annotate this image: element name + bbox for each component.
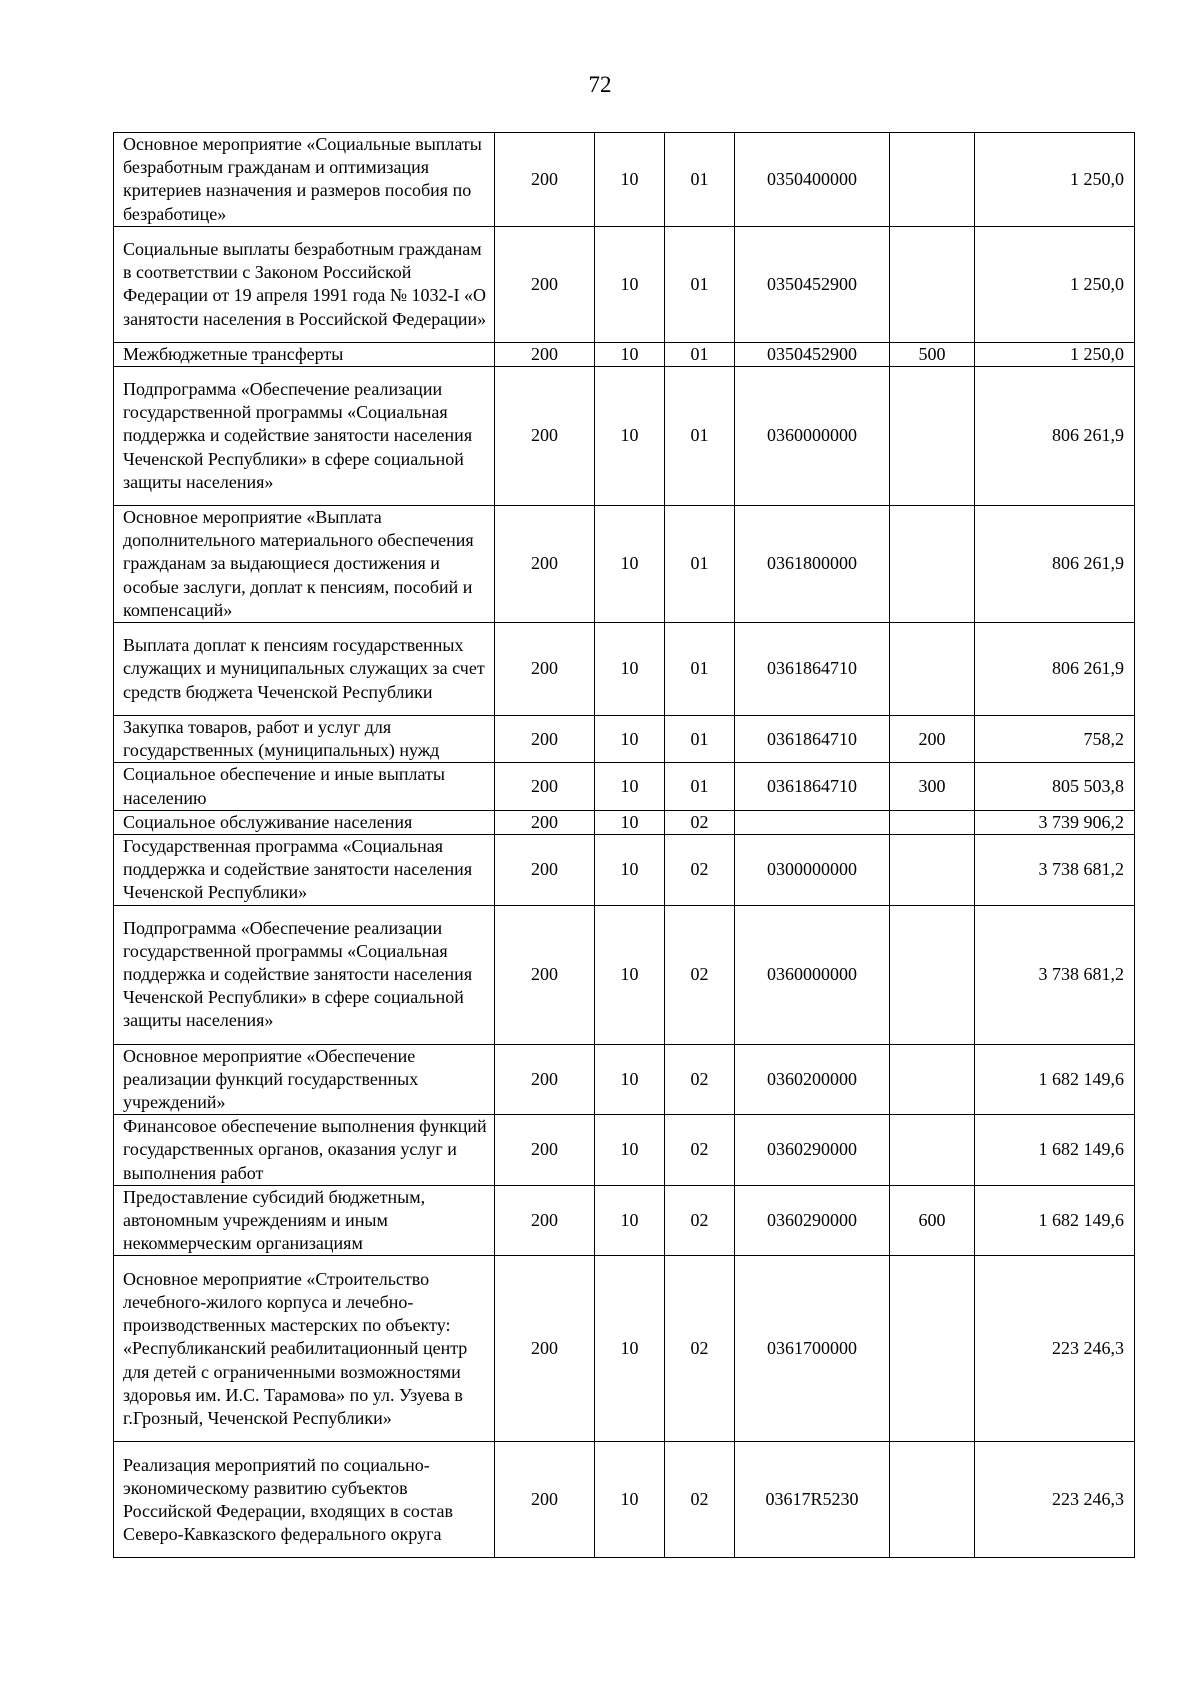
subsection-code-cell: 02 xyxy=(665,1115,735,1186)
target-article-cell: 0360200000 xyxy=(735,1044,890,1115)
ministry-code-cell: 200 xyxy=(495,810,595,834)
amount-cell: 3 738 681,2 xyxy=(975,835,1135,906)
subsection-code-cell: 01 xyxy=(665,763,735,810)
ministry-code-cell: 200 xyxy=(495,367,595,506)
amount-cell: 1 682 149,6 xyxy=(975,1115,1135,1186)
target-article-cell: 0360000000 xyxy=(735,367,890,506)
section-code-cell: 10 xyxy=(595,905,665,1044)
target-article-cell: 0361864710 xyxy=(735,623,890,716)
expense-type-cell xyxy=(890,1115,975,1186)
amount-cell: 223 246,3 xyxy=(975,1442,1135,1558)
table-row xyxy=(114,905,1135,1044)
row-name-cell: Межбюджетные трансферты xyxy=(114,342,495,366)
table-row xyxy=(114,623,1135,716)
row-name-cell: Основное мероприятие «Обеспечение реализации функций государственных учреждений» xyxy=(114,1044,495,1115)
target-article-cell: 0360290000 xyxy=(735,1185,890,1256)
table-row xyxy=(114,763,1135,810)
ministry-code-cell: 200 xyxy=(495,1442,595,1558)
expense-type-cell xyxy=(890,623,975,716)
page-number: 72 xyxy=(588,72,612,97)
amount-cell: 1 250,0 xyxy=(975,226,1135,342)
table-row xyxy=(114,1442,1135,1558)
subsection-code-cell: 02 xyxy=(665,1442,735,1558)
expense-type-cell xyxy=(890,367,975,506)
ministry-code-cell: 200 xyxy=(495,226,595,342)
expense-type-cell xyxy=(890,506,975,623)
row-name-cell: Основное мероприятие «Строительство лечебного-жилого корпуса и лечебно-производственных мастерских по объекту: «Республиканский реабилитационный центр для детей с ограниченными возможностями здоровья им. И.С. Тарамова» по ул. Узуева в г.Грозный, Чеченской Республики» xyxy=(114,1256,495,1442)
amount-cell: 806 261,9 xyxy=(975,367,1135,506)
subsection-code-cell: 01 xyxy=(665,226,735,342)
expense-type-cell: 500 xyxy=(890,342,975,366)
row-name-cell: Реализация мероприятий по социально-экономическому развитию субъектов Российской Федерации, входящих в состав Северо-Кавказского федерального округа xyxy=(114,1442,495,1558)
amount-cell: 3 739 906,2 xyxy=(975,810,1135,834)
expense-type-cell xyxy=(890,133,975,227)
budget-table xyxy=(113,132,1135,1558)
row-name-cell: Закупка товаров, работ и услуг для государственных (муниципальных) нужд xyxy=(114,716,495,763)
subsection-code-cell: 01 xyxy=(665,342,735,366)
amount-cell: 806 261,9 xyxy=(975,506,1135,623)
section-code-cell: 10 xyxy=(595,810,665,834)
section-code-cell: 10 xyxy=(595,226,665,342)
table-row xyxy=(114,133,1135,227)
expense-type-cell xyxy=(890,1256,975,1442)
row-name-cell: Социальное обслуживание населения xyxy=(114,810,495,834)
table-row xyxy=(114,716,1135,763)
section-code-cell: 10 xyxy=(595,1185,665,1256)
expense-type-cell: 200 xyxy=(890,716,975,763)
section-code-cell: 10 xyxy=(595,1115,665,1186)
section-code-cell: 10 xyxy=(595,342,665,366)
row-name-cell: Основное мероприятие «Социальные выплаты безработным гражданам и оптимизация критериев назначения и размеров пособия по безработице» xyxy=(114,133,495,227)
table-row xyxy=(114,835,1135,906)
section-code-cell: 10 xyxy=(595,835,665,906)
row-name-cell: Подпрограмма «Обеспечение реализации государственной программы «Социальная поддержка и содействие занятости населения Чеченской Республики» в сфере социальной защиты населения» xyxy=(114,905,495,1044)
target-article-cell xyxy=(735,810,890,834)
amount-cell: 805 503,8 xyxy=(975,763,1135,810)
ministry-code-cell: 200 xyxy=(495,1185,595,1256)
subsection-code-cell: 01 xyxy=(665,367,735,506)
ministry-code-cell: 200 xyxy=(495,1115,595,1186)
ministry-code-cell: 200 xyxy=(495,835,595,906)
section-code-cell: 10 xyxy=(595,623,665,716)
subsection-code-cell: 02 xyxy=(665,1185,735,1256)
ministry-code-cell: 200 xyxy=(495,506,595,623)
row-name-cell: Подпрограмма «Обеспечение реализации государственной программы «Социальная поддержка и содействие занятости населения Чеченской Республики» в сфере социальной защиты населения» xyxy=(114,367,495,506)
table-row xyxy=(114,810,1135,834)
section-code-cell: 10 xyxy=(595,1044,665,1115)
ministry-code-cell: 200 xyxy=(495,1044,595,1115)
expense-type-cell xyxy=(890,835,975,906)
row-name-cell: Основное мероприятие «Выплата дополнительного материального обеспечения гражданам за выдающиеся достижения и особые заслуги, доплат к пенсиям, пособий и компенсаций» xyxy=(114,506,495,623)
section-code-cell: 10 xyxy=(595,367,665,506)
subsection-code-cell: 01 xyxy=(665,506,735,623)
row-name-cell: Социальные выплаты безработным гражданам в соответствии с Законом Российской Федерации от 19 апреля 1991 года № 1032-I «О занятости населения в Российской Федерации» xyxy=(114,226,495,342)
expense-type-cell xyxy=(890,226,975,342)
budget-table-body xyxy=(114,133,1135,1558)
table-row xyxy=(114,1115,1135,1186)
target-article-cell: 0360290000 xyxy=(735,1115,890,1186)
row-name-cell: Социальное обеспечение и иные выплаты населению xyxy=(114,763,495,810)
row-name-cell: Финансовое обеспечение выполнения функций государственных органов, оказания услуг и выполнения работ xyxy=(114,1115,495,1186)
amount-cell: 1 682 149,6 xyxy=(975,1044,1135,1115)
expense-type-cell xyxy=(890,1044,975,1115)
amount-cell: 3 738 681,2 xyxy=(975,905,1135,1044)
ministry-code-cell: 200 xyxy=(495,763,595,810)
amount-cell: 1 250,0 xyxy=(975,133,1135,227)
ministry-code-cell: 200 xyxy=(495,342,595,366)
table-row xyxy=(114,342,1135,366)
section-code-cell: 10 xyxy=(595,1256,665,1442)
target-article-cell: 0350400000 xyxy=(735,133,890,227)
ministry-code-cell: 200 xyxy=(495,133,595,227)
table-row xyxy=(114,1185,1135,1256)
amount-cell: 1 250,0 xyxy=(975,342,1135,366)
amount-cell: 223 246,3 xyxy=(975,1256,1135,1442)
row-name-cell: Государственная программа «Социальная поддержка и содействие занятости населения Чеченской Республики» xyxy=(114,835,495,906)
expense-type-cell xyxy=(890,905,975,1044)
target-article-cell: 03617R5230 xyxy=(735,1442,890,1558)
subsection-code-cell: 02 xyxy=(665,1256,735,1442)
target-article-cell: 0361800000 xyxy=(735,506,890,623)
section-code-cell: 10 xyxy=(595,763,665,810)
ministry-code-cell: 200 xyxy=(495,716,595,763)
ministry-code-cell: 200 xyxy=(495,623,595,716)
subsection-code-cell: 01 xyxy=(665,133,735,227)
subsection-code-cell: 01 xyxy=(665,716,735,763)
amount-cell: 806 261,9 xyxy=(975,623,1135,716)
amount-cell: 1 682 149,6 xyxy=(975,1185,1135,1256)
section-code-cell: 10 xyxy=(595,716,665,763)
ministry-code-cell: 200 xyxy=(495,905,595,1044)
amount-cell: 758,2 xyxy=(975,716,1135,763)
target-article-cell: 0350452900 xyxy=(735,226,890,342)
table-row xyxy=(114,1044,1135,1115)
row-name-cell: Предоставление субсидий бюджетным, автономным учреждениям и иным некоммерческим организациям xyxy=(114,1185,495,1256)
target-article-cell: 0300000000 xyxy=(735,835,890,906)
subsection-code-cell: 02 xyxy=(665,905,735,1044)
target-article-cell: 0361864710 xyxy=(735,763,890,810)
target-article-cell: 0350452900 xyxy=(735,342,890,366)
section-code-cell: 10 xyxy=(595,1442,665,1558)
subsection-code-cell: 02 xyxy=(665,810,735,834)
table-row xyxy=(114,1256,1135,1442)
section-code-cell: 10 xyxy=(595,133,665,227)
subsection-code-cell: 01 xyxy=(665,623,735,716)
expense-type-cell: 300 xyxy=(890,763,975,810)
row-name-cell: Выплата доплат к пенсиям государственных служащих и муниципальных служащих за счет средств бюджета Чеченской Республики xyxy=(114,623,495,716)
ministry-code-cell: 200 xyxy=(495,1256,595,1442)
subsection-code-cell: 02 xyxy=(665,1044,735,1115)
table-row xyxy=(114,367,1135,506)
subsection-code-cell: 02 xyxy=(665,835,735,906)
expense-type-cell: 600 xyxy=(890,1185,975,1256)
section-code-cell: 10 xyxy=(595,506,665,623)
table-row xyxy=(114,506,1135,623)
target-article-cell: 0360000000 xyxy=(735,905,890,1044)
target-article-cell: 0361864710 xyxy=(735,716,890,763)
expense-type-cell xyxy=(890,1442,975,1558)
table-row xyxy=(114,226,1135,342)
expense-type-cell xyxy=(890,810,975,834)
target-article-cell: 0361700000 xyxy=(735,1256,890,1442)
